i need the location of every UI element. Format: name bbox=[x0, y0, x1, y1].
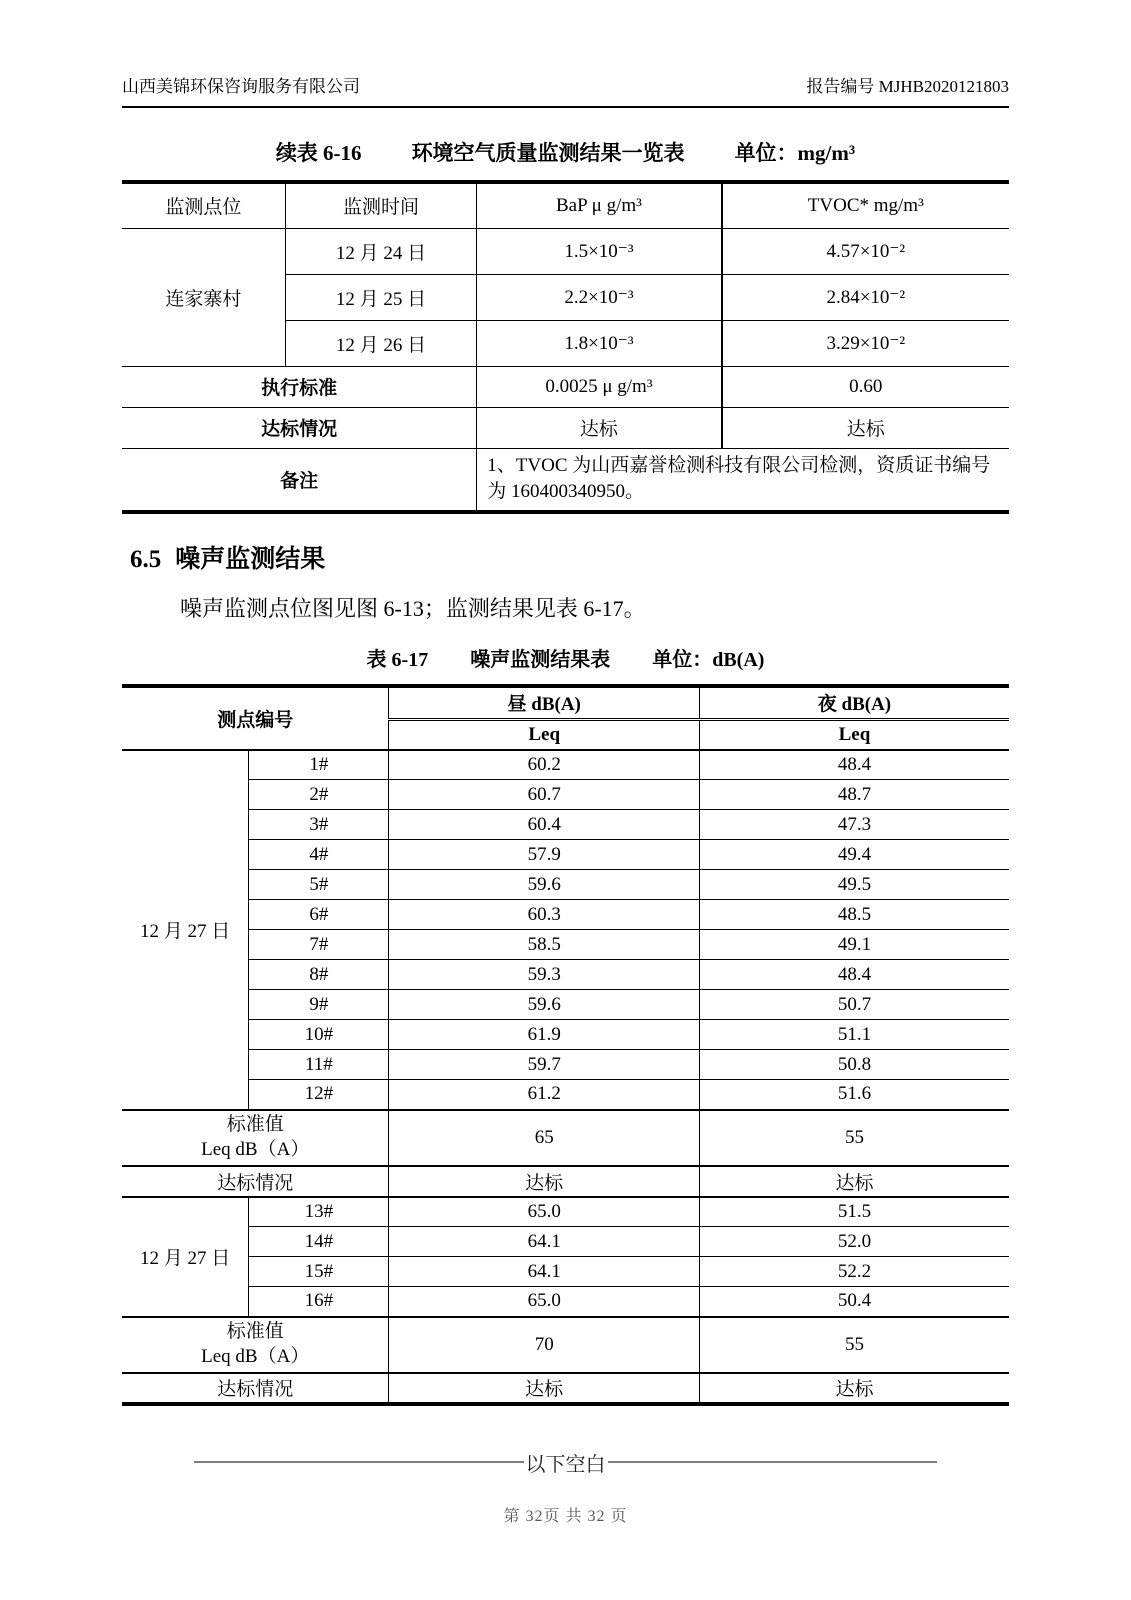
air-table-title: 环境空气质量监测结果一览表 bbox=[411, 141, 685, 165]
cell-night-leq: 51.1 bbox=[699, 1020, 1009, 1050]
cell-day-leq: 58.5 bbox=[389, 930, 699, 960]
page-number: 第 32页 共 32 页 bbox=[503, 1507, 628, 1525]
report-number: 报告编号 MJHB2020121803 bbox=[806, 77, 1009, 96]
blank-below-text: 以下空白 bbox=[525, 1453, 606, 1476]
cell-night-leq: 47.3 bbox=[699, 810, 1009, 840]
cell-site: 连家寨村 bbox=[122, 228, 285, 366]
noise-data-row bbox=[122, 1050, 1009, 1080]
cell-night-leq: 52.0 bbox=[699, 1227, 1009, 1257]
compliance-label: 达标情况 bbox=[122, 1373, 389, 1404]
header-time: 监测时间 bbox=[285, 182, 477, 228]
cell-day-leq: 65.0 bbox=[389, 1197, 699, 1227]
header-day: 昼 dB(A) bbox=[389, 686, 699, 720]
divider-line-right bbox=[608, 1461, 938, 1463]
standard-day: 70 bbox=[389, 1317, 699, 1373]
remark-label: 备注 bbox=[122, 448, 477, 512]
cell-day-leq: 59.6 bbox=[389, 870, 699, 900]
cell-point: 15# bbox=[249, 1257, 389, 1287]
cell-night-leq: 50.7 bbox=[699, 990, 1009, 1020]
cell-night-leq: 48.5 bbox=[699, 900, 1009, 930]
cell-point: 14# bbox=[249, 1227, 389, 1257]
cell-point: 5# bbox=[249, 870, 389, 900]
cell-night-leq: 52.2 bbox=[699, 1257, 1009, 1287]
cell-night-leq: 49.5 bbox=[699, 870, 1009, 900]
standard-label: 执行标准 bbox=[122, 366, 477, 407]
cell-day-leq: 59.6 bbox=[389, 990, 699, 1020]
noise-table bbox=[122, 684, 1009, 1406]
cell-day-leq: 61.2 bbox=[389, 1080, 699, 1110]
header-night-leq: Leq bbox=[699, 720, 1009, 750]
report-page bbox=[122, 0, 1009, 1526]
company-name: 山西美锦环保咨询服务有限公司 bbox=[122, 77, 360, 96]
section-title: 噪声监测结果 bbox=[175, 545, 326, 573]
cell-bap: 2.2×10⁻³ bbox=[477, 274, 722, 320]
air-table-label: 续表 6-16 bbox=[275, 141, 362, 165]
cell-tvoc: 3.29×10⁻² bbox=[722, 320, 1009, 366]
standard-tvoc: 0.60 bbox=[722, 366, 1009, 407]
cell-point: 6# bbox=[249, 900, 389, 930]
cell-day-leq: 59.3 bbox=[389, 960, 699, 990]
noise-data-row bbox=[122, 1080, 1009, 1110]
cell-point: 1# bbox=[249, 750, 389, 780]
cell-point: 12# bbox=[249, 1080, 389, 1110]
cell-point: 16# bbox=[249, 1287, 389, 1317]
air-standard-row bbox=[122, 366, 1009, 407]
cell-day-leq: 60.7 bbox=[389, 780, 699, 810]
noise-data-row bbox=[122, 750, 1009, 780]
compliance-day: 达标 bbox=[389, 1166, 699, 1197]
cell-point: 9# bbox=[249, 990, 389, 1020]
cell-point: 7# bbox=[249, 930, 389, 960]
standard-night: 55 bbox=[699, 1110, 1009, 1166]
cell-night-leq: 51.5 bbox=[699, 1197, 1009, 1227]
compliance-label: 达标情况 bbox=[122, 407, 477, 448]
cell-night-leq: 49.1 bbox=[699, 930, 1009, 960]
noise-table-caption bbox=[122, 643, 1009, 672]
air-data-row bbox=[122, 228, 1009, 274]
body-paragraph: 噪声监测点位图见图 6-13；监测结果见表 6-17。 bbox=[180, 595, 646, 621]
cell-date-group2: 12 月 27 日 bbox=[122, 1197, 249, 1317]
air-compliance-row bbox=[122, 407, 1009, 448]
cell-night-leq: 50.8 bbox=[699, 1050, 1009, 1080]
cell-bap: 1.5×10⁻³ bbox=[477, 228, 722, 274]
noise-table-label: 表 6-17 bbox=[366, 648, 429, 671]
header-site: 监测点位 bbox=[122, 182, 285, 228]
cell-point: 4# bbox=[249, 840, 389, 870]
air-table-unit: 单位：mg/m³ bbox=[734, 141, 856, 165]
compliance-bap: 达标 bbox=[477, 407, 722, 448]
divider-line-left bbox=[194, 1461, 524, 1463]
noise-compliance-row bbox=[122, 1373, 1009, 1404]
section-heading bbox=[122, 539, 1009, 575]
cell-bap: 1.8×10⁻³ bbox=[477, 320, 722, 366]
noise-data-row bbox=[122, 990, 1009, 1020]
cell-point: 8# bbox=[249, 960, 389, 990]
noise-standard-row bbox=[122, 1110, 1009, 1166]
noise-data-row bbox=[122, 840, 1009, 870]
standard-label: 标准值 Leq dB（A） bbox=[122, 1110, 389, 1166]
cell-night-leq: 48.4 bbox=[699, 960, 1009, 990]
cell-night-leq: 48.4 bbox=[699, 750, 1009, 780]
cell-date: 12 月 25 日 bbox=[285, 274, 477, 320]
document-header bbox=[122, 72, 1009, 108]
cell-night-leq: 49.4 bbox=[699, 840, 1009, 870]
air-table-caption bbox=[122, 137, 1009, 167]
cell-night-leq: 51.6 bbox=[699, 1080, 1009, 1110]
noise-header-row bbox=[122, 686, 1009, 720]
air-quality-table bbox=[122, 180, 1009, 514]
noise-data-row bbox=[122, 870, 1009, 900]
header-point-id: 测点编号 bbox=[122, 686, 389, 750]
compliance-label: 达标情况 bbox=[122, 1166, 389, 1197]
cell-date-group1: 12 月 27 日 bbox=[122, 750, 249, 1110]
header-tvoc: TVOC* mg/m³ bbox=[722, 182, 1009, 228]
noise-table-title: 噪声监测结果表 bbox=[470, 648, 611, 671]
cell-day-leq: 64.1 bbox=[389, 1227, 699, 1257]
blank-below-divider bbox=[122, 1448, 1009, 1477]
cell-day-leq: 65.0 bbox=[389, 1287, 699, 1317]
cell-night-leq: 50.4 bbox=[699, 1287, 1009, 1317]
standard-night: 55 bbox=[699, 1317, 1009, 1373]
compliance-night: 达标 bbox=[699, 1166, 1009, 1197]
standard-bap: 0.0025 μ g/m³ bbox=[477, 366, 722, 407]
air-header-row bbox=[122, 182, 1009, 228]
header-night: 夜 dB(A) bbox=[699, 686, 1009, 720]
noise-data-row bbox=[122, 780, 1009, 810]
noise-data-row bbox=[122, 1257, 1009, 1287]
noise-data-row bbox=[122, 1287, 1009, 1317]
cell-date: 12 月 24 日 bbox=[285, 228, 477, 274]
air-remark-row bbox=[122, 448, 1009, 512]
compliance-night: 达标 bbox=[699, 1373, 1009, 1404]
cell-day-leq: 60.3 bbox=[389, 900, 699, 930]
cell-point: 11# bbox=[249, 1050, 389, 1080]
cell-day-leq: 61.9 bbox=[389, 1020, 699, 1050]
cell-day-leq: 60.2 bbox=[389, 750, 699, 780]
section-number: 6.5 bbox=[130, 545, 162, 573]
standard-label: 标准值 Leq dB（A） bbox=[122, 1317, 389, 1373]
header-day-leq: Leq bbox=[389, 720, 699, 750]
cell-point: 13# bbox=[249, 1197, 389, 1227]
noise-data-row bbox=[122, 1197, 1009, 1227]
header-bap: BaP μ g/m³ bbox=[477, 182, 722, 228]
cell-tvoc: 4.57×10⁻² bbox=[722, 228, 1009, 274]
noise-standard-row bbox=[122, 1317, 1009, 1373]
standard-day: 65 bbox=[389, 1110, 699, 1166]
noise-data-row bbox=[122, 810, 1009, 840]
noise-data-row bbox=[122, 1227, 1009, 1257]
cell-point: 2# bbox=[249, 780, 389, 810]
cell-point: 3# bbox=[249, 810, 389, 840]
noise-data-row bbox=[122, 900, 1009, 930]
cell-day-leq: 59.7 bbox=[389, 1050, 699, 1080]
cell-point: 10# bbox=[249, 1020, 389, 1050]
cell-tvoc: 2.84×10⁻² bbox=[722, 274, 1009, 320]
remark-text: 1、TVOC 为山西嘉誉检测科技有限公司检测，资质证书编号为 160400340950。 bbox=[477, 448, 1009, 512]
cell-day-leq: 60.4 bbox=[389, 810, 699, 840]
noise-data-row bbox=[122, 960, 1009, 990]
noise-data-row bbox=[122, 1020, 1009, 1050]
cell-day-leq: 64.1 bbox=[389, 1257, 699, 1287]
noise-compliance-row bbox=[122, 1166, 1009, 1197]
cell-night-leq: 48.7 bbox=[699, 780, 1009, 810]
noise-table-unit: 单位：dB(A) bbox=[652, 648, 765, 671]
noise-data-row bbox=[122, 930, 1009, 960]
compliance-tvoc: 达标 bbox=[722, 407, 1009, 448]
cell-day-leq: 57.9 bbox=[389, 840, 699, 870]
compliance-day: 达标 bbox=[389, 1373, 699, 1404]
cell-date: 12 月 26 日 bbox=[285, 320, 477, 366]
